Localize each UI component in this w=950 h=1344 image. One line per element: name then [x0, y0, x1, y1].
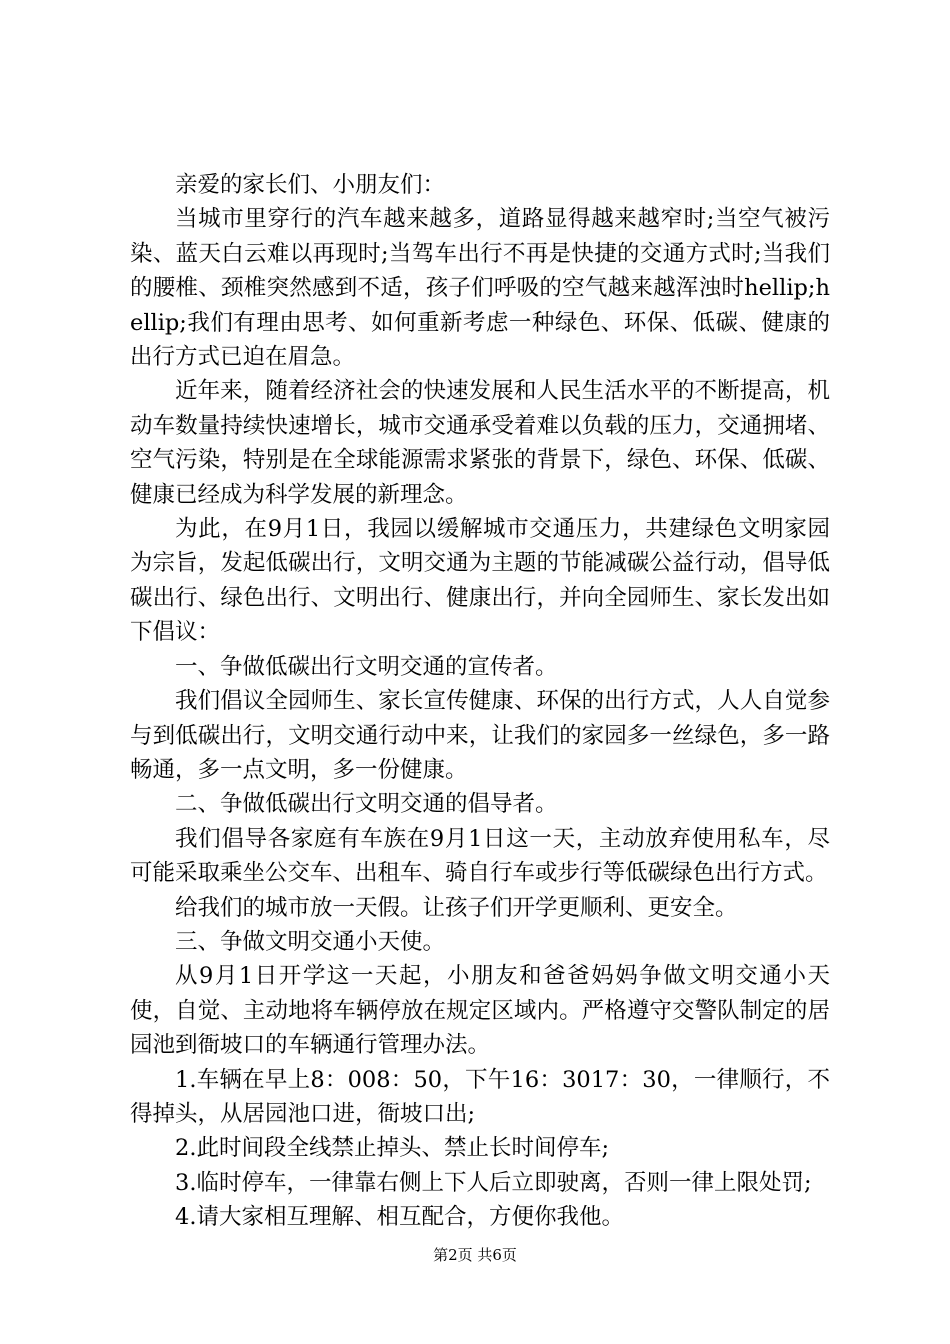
rule-item: 4.请大家相互理解、相互配合，方便你我他。 — [175, 1204, 624, 1231]
body-paragraph: 我们倡议全园师生、家长宣传健康、环保的出行方式，人人自觉参与到低碳出行，文明交通行动中来，让我们的家园多一丝绿色，多一路畅通，多一点文明，多一份健康。 — [130, 688, 830, 783]
greeting-paragraph: 亲爱的家长们、小朋友们： — [175, 172, 446, 198]
rule-item: 3.临时停车，一律靠右侧上下人后立即驶离，否则一律上限处罚; — [175, 1169, 812, 1196]
section-heading: 一、争做低碳出行文明交通的宣传者。 — [175, 653, 558, 680]
body-paragraph: 我们倡导各家庭有车族在9月1日这一天，主动放弃使用私车，尽可能采取乘坐公交车、出租车、骑自行车或步行等低碳绿色出行方式。 — [130, 825, 830, 887]
body-paragraph: 从9月1日开学这一天起，小朋友和爸爸妈妈争做文明交通小天使，自觉、主动地将车辆停放在规定区域内。严格遵守交警队制定的居园池到衙坡口的车辆通行管理办法。 — [130, 963, 830, 1059]
section-heading: 二、争做低碳出行文明交通的倡导者。 — [175, 791, 558, 818]
document-body — [130, 168, 830, 1235]
body-paragraph: 当城市里穿行的汽车越来越多，道路显得越来越窄时;当空气被污染、蓝天白云难以再现时;当驾车出行不再是快捷的交通方式时;当我们的腰椎、颈椎突然感到不适，孩子们呼吸的空气越来越浑浊时hellip;hellip;我们有理由思考、如何重新考虑一种绿色、环保、低碳、健康的出行方式已迫在眉急。 — [130, 206, 830, 371]
rule-item: 2.此时间段全线禁止掉头、禁止长时间停车; — [175, 1135, 610, 1162]
page-number-label: 第2页 共6页 — [433, 1246, 517, 1264]
body-paragraph: 为此，在9月1日，我园以缓解城市交通压力，共建绿色文明家园为宗旨，发起低碳出行，文明交通为主题的节能减碳公益行动，倡导低碳出行、绿色出行、文明出行、健康出行，并向全园师生、家长发出如下倡议： — [130, 516, 830, 646]
body-paragraph: 给我们的城市放一天假。让孩子们开学更顺利、更安全。 — [175, 894, 738, 921]
body-paragraph: 近年来，随着经济社会的快速发展和人民生活水平的不断提高，机动车数量持续快速增长，城市交通承受着难以负载的压力，交通拥堵、空气污染，特别是在全球能源需求紧张的背景下，绿色、环保、低碳、健康已经成为科学发展的新理念。 — [130, 378, 830, 508]
section-heading: 三、争做文明交通小天使。 — [175, 928, 446, 955]
page-footer — [0, 1245, 950, 1265]
rule-item: 1.车辆在早上8：008：50，下午16：3017：30，一律顺行，不得掉头，从居园池口进，衙坡口出; — [130, 1066, 830, 1127]
